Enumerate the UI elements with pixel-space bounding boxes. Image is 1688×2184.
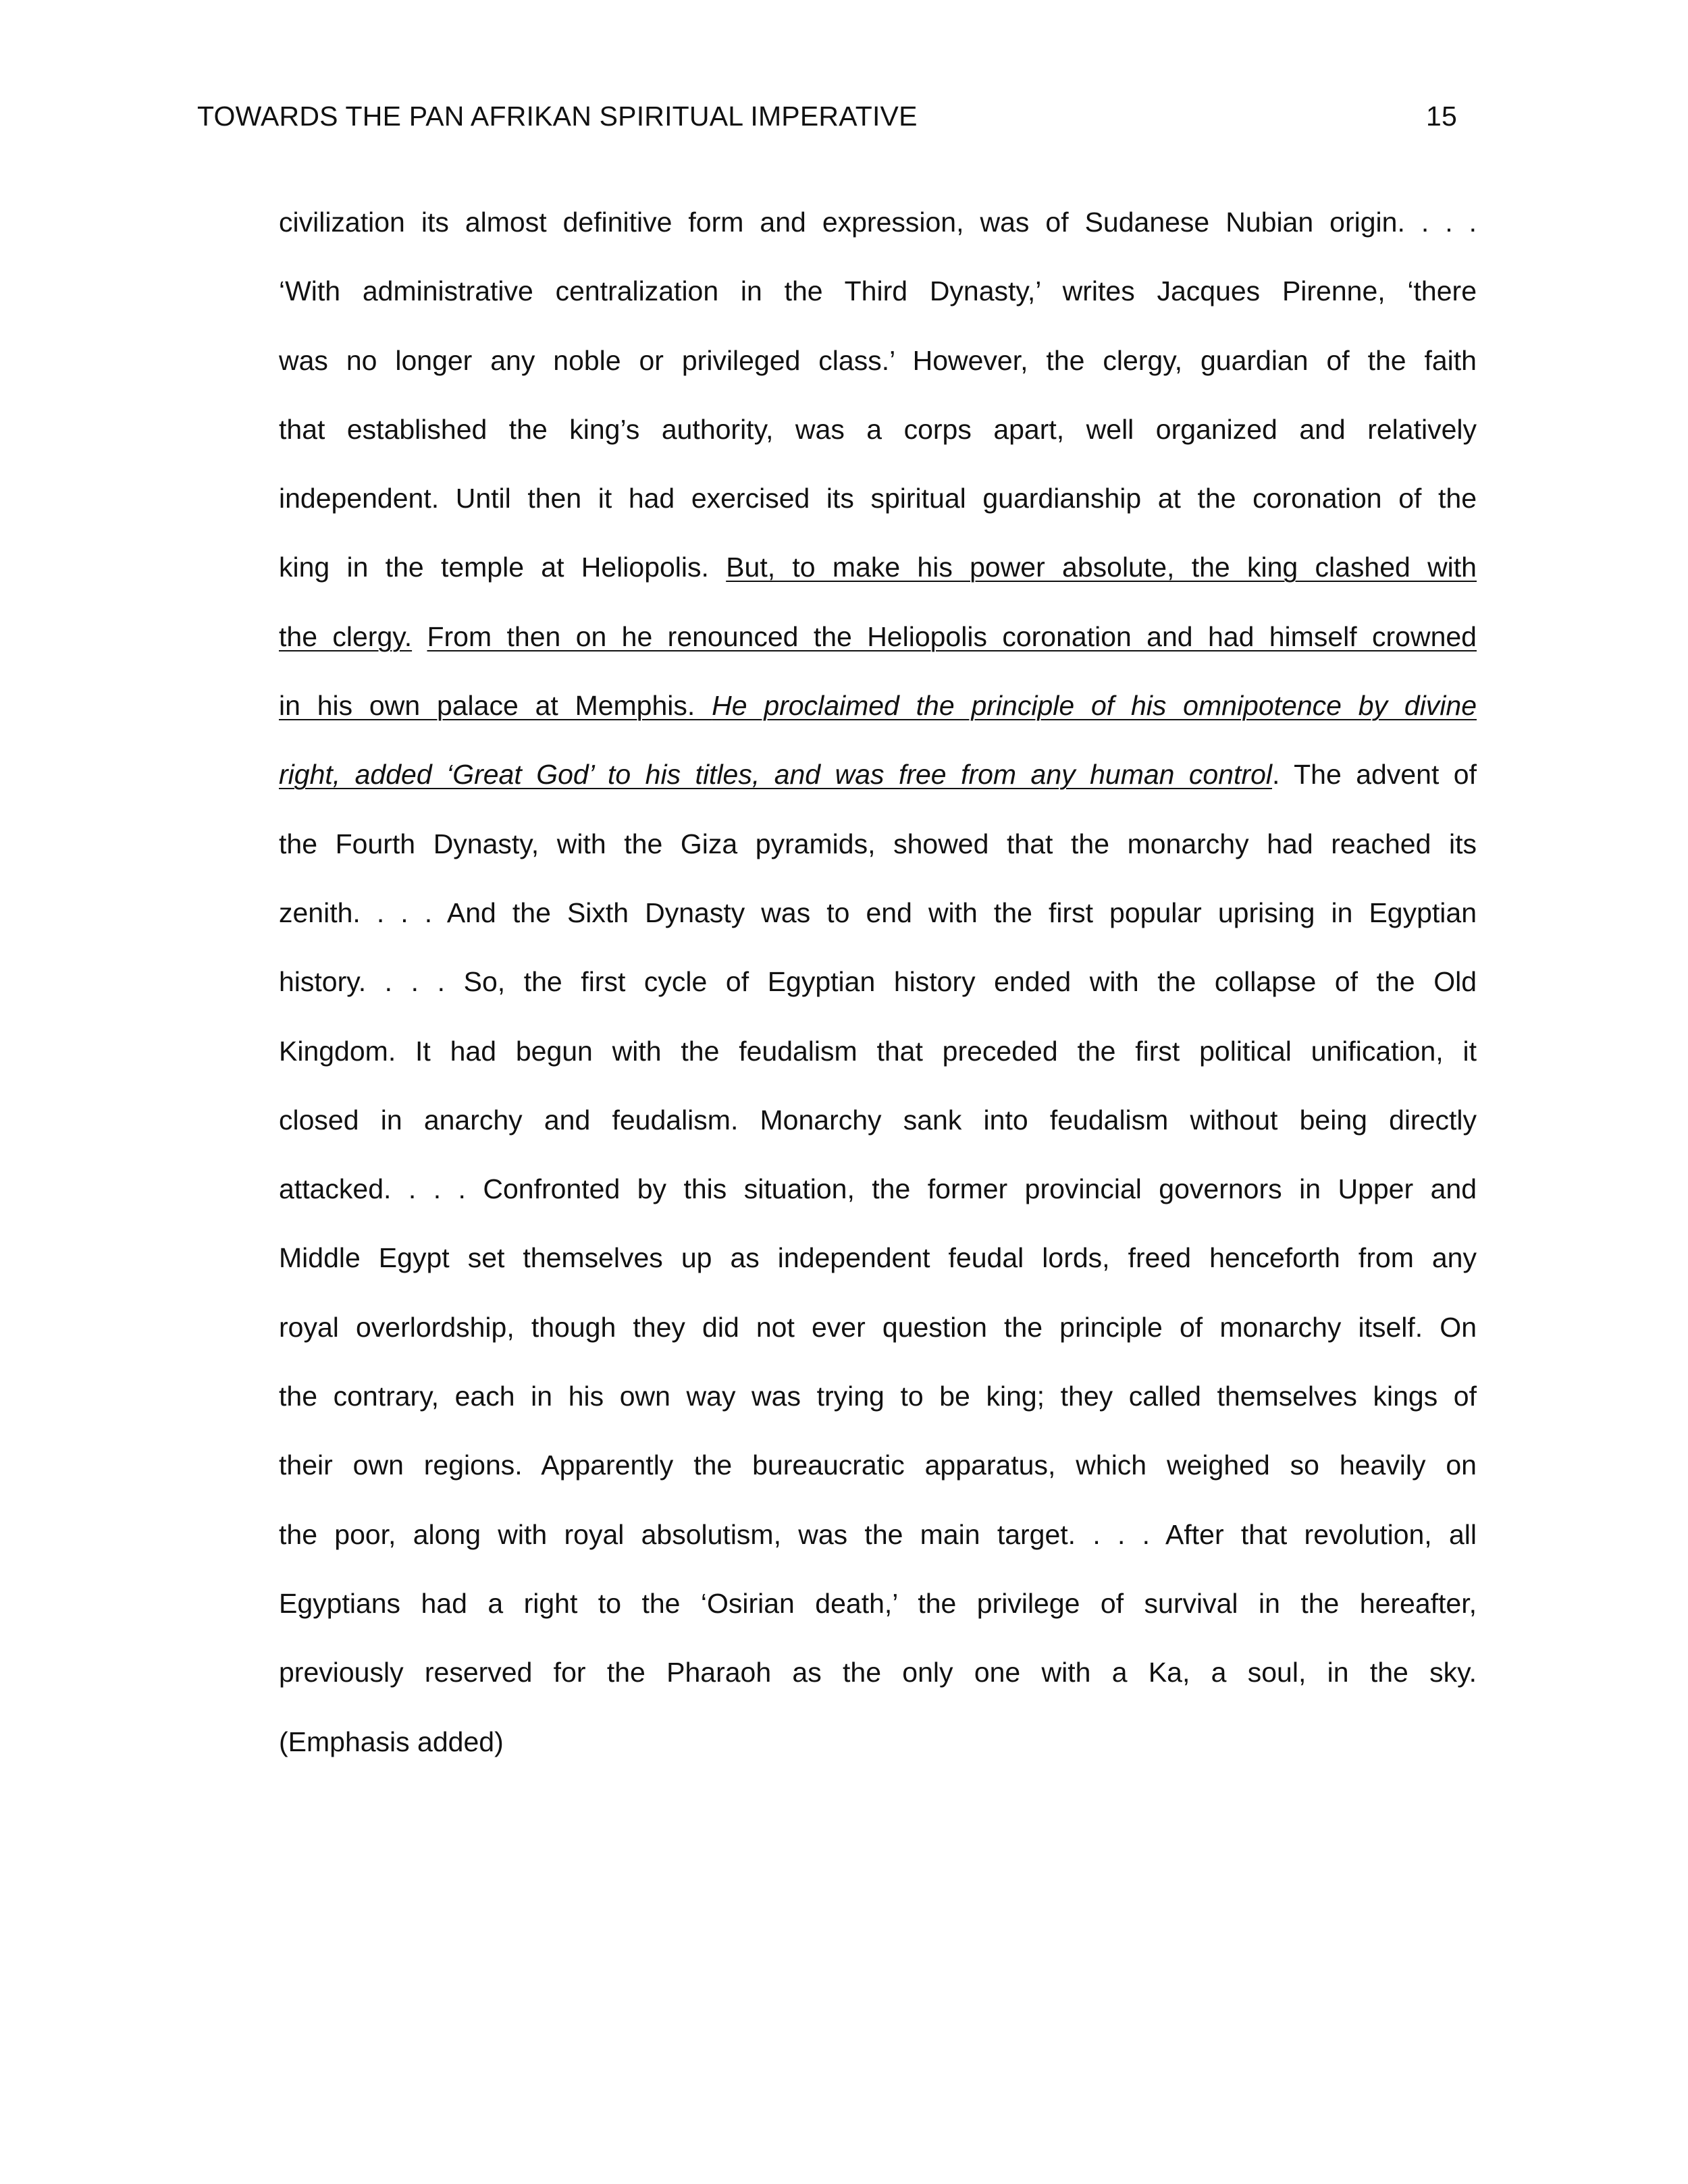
quote-line — [279, 1293, 1477, 1362]
underlined-emphasis: But, to make his power absolute, the king clashed with — [726, 552, 1477, 583]
quote-text: Kingdom. It had begun with the feudalism that preceded the first political unification, it — [279, 1035, 1477, 1067]
quote-text: the contrary, each in his own way was trying to be king; they called themselves kings of — [279, 1381, 1477, 1412]
underlined-emphasis: the clergy. — [279, 620, 413, 652]
block-quote — [279, 188, 1477, 1776]
quote-line — [279, 1154, 1477, 1223]
emphasis-note: (Emphasis added) — [279, 1726, 504, 1757]
quote-text: king in the temple at Heliopolis. — [279, 552, 727, 583]
quote-line — [279, 1086, 1477, 1154]
quote-line — [279, 809, 1477, 878]
quote-line — [279, 740, 1477, 809]
quote-text: their own regions. Apparently the bureaucratic apparatus, which weighed so heavily on — [279, 1449, 1477, 1481]
underlined-emphasis: From then on he renounced the Heliopolis coronation and had himself crowned — [427, 620, 1477, 652]
quote-line — [279, 1362, 1477, 1431]
quote-line — [279, 533, 1477, 602]
quote-line — [279, 395, 1477, 464]
quote-text: attacked. . . . Confronted by this situation, the former provincial governors in Upper and — [279, 1173, 1477, 1205]
quote-text: . The advent of — [1272, 759, 1477, 791]
quote-text: that established the king’s authority, was a corps apart, well organized and relatively — [279, 413, 1477, 445]
quote-text: closed in anarchy and feudalism. Monarchy sank into feudalism without being directly — [279, 1104, 1477, 1136]
running-head-title: TOWARDS THE PAN AFRIKAN SPIRITUAL IMPERATIVE — [197, 101, 918, 132]
quote-line — [279, 602, 1477, 671]
quote-text: civilization its almost definitive form and expression, was of Sudanese Nubian origin. . . . — [279, 207, 1477, 238]
quote-line — [279, 1431, 1477, 1499]
italic-underlined-emphasis: right, added ‘Great God’ to his titles, and was free from any human control — [279, 759, 1272, 791]
quote-text: independent. Until then it had exercised its spiritual guardianship at the coronation of the — [279, 483, 1477, 514]
quote-text: the Fourth Dynasty, with the Giza pyramids, showed that the monarchy had reached its — [279, 828, 1477, 859]
quote-text: Egyptians had a right to the ‘Osirian death,’ the privilege of survival in the hereafter, — [279, 1587, 1477, 1619]
quote-line — [279, 671, 1477, 740]
quote-text: the poor, along with royal absolutism, was the main target. . . . After that revolution, all — [279, 1518, 1477, 1550]
quote-line — [279, 1638, 1477, 1707]
quote-text: history. . . . So, the first cycle of Egyptian history ended with the collapse of the Old — [279, 966, 1477, 998]
running-head — [197, 96, 1457, 136]
quote-line — [279, 188, 1477, 257]
quote-text — [412, 621, 427, 652]
quote-line — [279, 878, 1477, 947]
quote-line — [279, 1569, 1477, 1638]
quote-text: previously reserved for the Pharaoh as the only one with a Ka, a soul, in the sky. — [279, 1657, 1477, 1688]
quote-text: royal overlordship, though they did not ever question the principle of monarchy itself. On — [279, 1311, 1477, 1343]
quote-line — [279, 1223, 1477, 1292]
underlined-emphasis: in his own palace at Memphis. — [279, 690, 712, 722]
quote-text: was no longer any noble or privileged class.’ However, the clergy, guardian of the faith — [279, 344, 1477, 376]
quote-text: zenith. . . . And the Sixth Dynasty was to end with the first popular uprising in Egyptian — [279, 897, 1477, 928]
quote-line — [279, 947, 1477, 1016]
quote-line — [279, 464, 1477, 533]
quote-line — [279, 1500, 1477, 1569]
quote-line — [279, 257, 1477, 325]
italic-underlined-emphasis: He proclaimed the principle of his omnipotence by divine — [712, 690, 1477, 722]
quote-line — [279, 1707, 1477, 1776]
quote-line — [279, 326, 1477, 395]
page-number: 15 — [1425, 101, 1457, 132]
quote-text: Middle Egypt set themselves up as independent feudal lords, freed henceforth from any — [279, 1242, 1477, 1274]
quote-line — [279, 1017, 1477, 1086]
quote-text: ‘With administrative centralization in the Third Dynasty,’ writes Jacques Pirenne, ‘there — [279, 275, 1477, 307]
